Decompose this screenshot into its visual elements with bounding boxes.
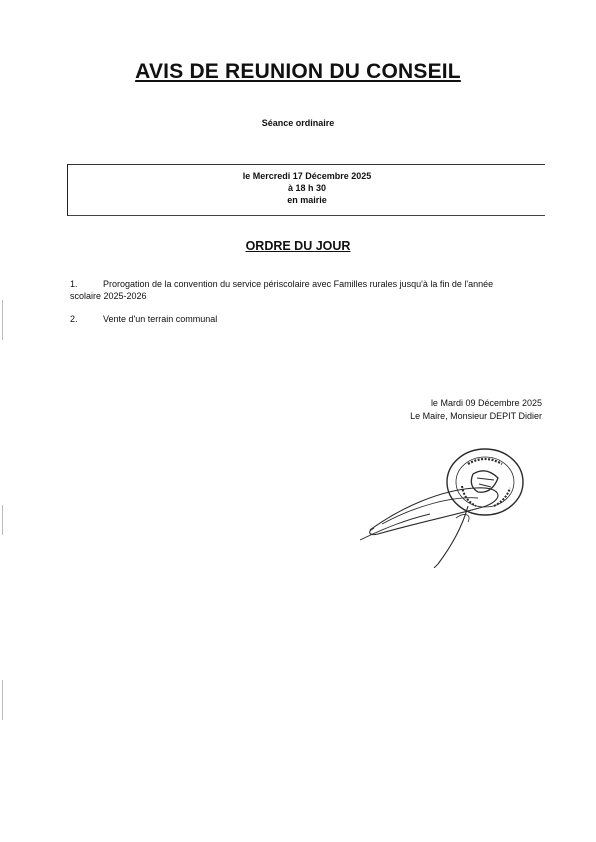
agenda-item-number: 1. bbox=[70, 279, 78, 289]
signature-mayor: Le Maire, Monsieur DEPIT Didier bbox=[410, 411, 542, 421]
agenda-item-number: 2. bbox=[70, 314, 78, 324]
document-subtitle: Séance ordinaire bbox=[261, 118, 335, 128]
meeting-time: à 18 h 30 bbox=[287, 183, 327, 193]
agenda-item-text: Vente d'un terrain communal bbox=[103, 314, 218, 324]
stamp-and-signature bbox=[360, 448, 540, 573]
document-title: AVIS DE REUNION DU CONSEIL bbox=[135, 60, 461, 83]
scan-margin-mark bbox=[2, 300, 3, 340]
agenda-item-text: Prorogation de la convention du service périscolaire avec Familles rurales jusqu'à la fin de l'année bbox=[103, 279, 494, 289]
mairie-seal-icon bbox=[360, 448, 540, 568]
agenda-item-text-continued: scolaire 2025-2026 bbox=[70, 291, 147, 301]
scan-margin-mark bbox=[2, 680, 3, 720]
signature-date: le Mardi 09 Décembre 2025 bbox=[430, 398, 542, 408]
meeting-place: en mairie bbox=[287, 195, 327, 205]
agenda-title: ORDRE DU JOUR bbox=[245, 239, 351, 253]
meeting-date: le Mercredi 17 Décembre 2025 bbox=[242, 171, 372, 181]
meeting-details-box bbox=[67, 164, 545, 216]
scan-margin-mark bbox=[2, 505, 3, 535]
